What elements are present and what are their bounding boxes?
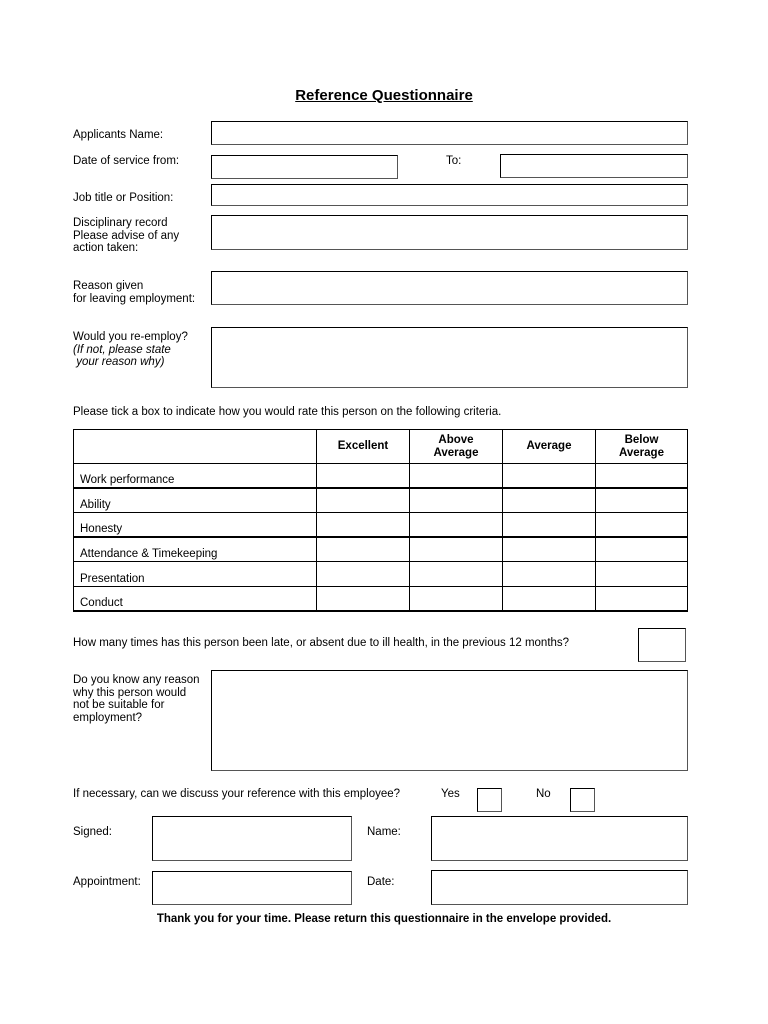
rating-header-below-average: Below Average [596,430,688,464]
rating-cell[interactable] [317,586,410,611]
date-to-label: To: [446,155,462,167]
rating-header-row [74,430,688,464]
date-field[interactable] [431,870,688,905]
reemploy-label: Would you re-employ? (If not, please state your reason why) [73,331,188,368]
date-from-label: Date of service from: [73,155,180,167]
rating-cell[interactable] [596,464,688,489]
rating-cell[interactable] [410,513,503,538]
unsuitable-question: Do you know any reason why this person would not be suitable for employment? [73,674,200,724]
applicant-name-label: Applicants Name: [73,129,164,141]
rating-cell[interactable] [596,488,688,513]
table-row [74,586,688,611]
rating-cell[interactable] [503,586,596,611]
rating-cell[interactable] [317,488,410,513]
footer-note: Thank you for your time. Please return this questionnaire in the envelope provided. [156,913,612,925]
rating-cell[interactable] [410,464,503,489]
page-title: Reference Questionnaire [295,87,473,104]
rating-cell[interactable] [410,537,503,562]
disciplinary-field[interactable] [211,215,688,250]
rating-header-blank [74,430,317,464]
name-field[interactable] [431,816,688,861]
reason-leaving-field[interactable] [211,271,688,305]
rating-cell[interactable] [596,562,688,587]
absence-question: How many times has this person been late, or absent due to ill health, in the previous 12 months? [73,637,570,649]
appointment-label: Appointment: [73,876,141,888]
discuss-question: If necessary, can we discuss your reference with this employee? [73,788,401,800]
signed-label: Signed: [73,826,113,838]
criterion-label: Conduct [74,586,317,611]
signature-field[interactable] [152,816,352,861]
job-title-field[interactable] [211,184,688,206]
appointment-field[interactable] [152,871,352,905]
rating-cell[interactable] [596,537,688,562]
table-row [74,562,688,587]
rating-instruction: Please tick a box to indicate how you would rate this person on the following criteria. [73,406,502,418]
rating-cell[interactable] [317,513,410,538]
criterion-label: Work performance [74,464,317,489]
rating-cell[interactable] [503,513,596,538]
criterion-label: Ability [74,488,317,513]
criterion-label: Attendance & Timekeeping [74,537,317,562]
date-to-field[interactable] [500,154,688,178]
reason-leaving-label: Reason given for leaving employment: [73,280,196,305]
date-label: Date: [367,876,395,888]
rating-cell[interactable] [503,562,596,587]
table-row [74,537,688,562]
unsuitable-reason-field[interactable] [211,670,688,771]
rating-cell[interactable] [317,464,410,489]
table-row [74,464,688,489]
rating-header-above-average: Above Average [410,430,503,464]
date-from-field[interactable] [211,155,398,179]
rating-header-average: Average [503,430,596,464]
no-label: No [536,788,551,800]
rating-cell[interactable] [410,488,503,513]
yes-checkbox[interactable] [477,788,502,812]
rating-cell[interactable] [317,537,410,562]
applicant-name-field[interactable] [211,121,688,145]
no-checkbox[interactable] [570,788,595,812]
rating-table [73,429,688,612]
rating-cell[interactable] [503,537,596,562]
rating-cell[interactable] [596,586,688,611]
yes-label: Yes [441,788,460,800]
criterion-label: Presentation [74,562,317,587]
reemploy-field[interactable] [211,327,688,388]
rating-cell[interactable] [317,562,410,587]
job-title-label: Job title or Position: [73,192,174,204]
criterion-label: Honesty [74,513,317,538]
rating-cell[interactable] [410,586,503,611]
rating-cell[interactable] [410,562,503,587]
rating-cell[interactable] [596,513,688,538]
disciplinary-label: Disciplinary record Please advise of any action taken: [73,217,180,254]
rating-cell[interactable] [503,464,596,489]
table-row [74,513,688,538]
rating-header-excellent: Excellent [317,430,410,464]
table-row [74,488,688,513]
absence-count-field[interactable] [638,628,686,662]
rating-cell[interactable] [503,488,596,513]
name-label: Name: [367,826,401,838]
